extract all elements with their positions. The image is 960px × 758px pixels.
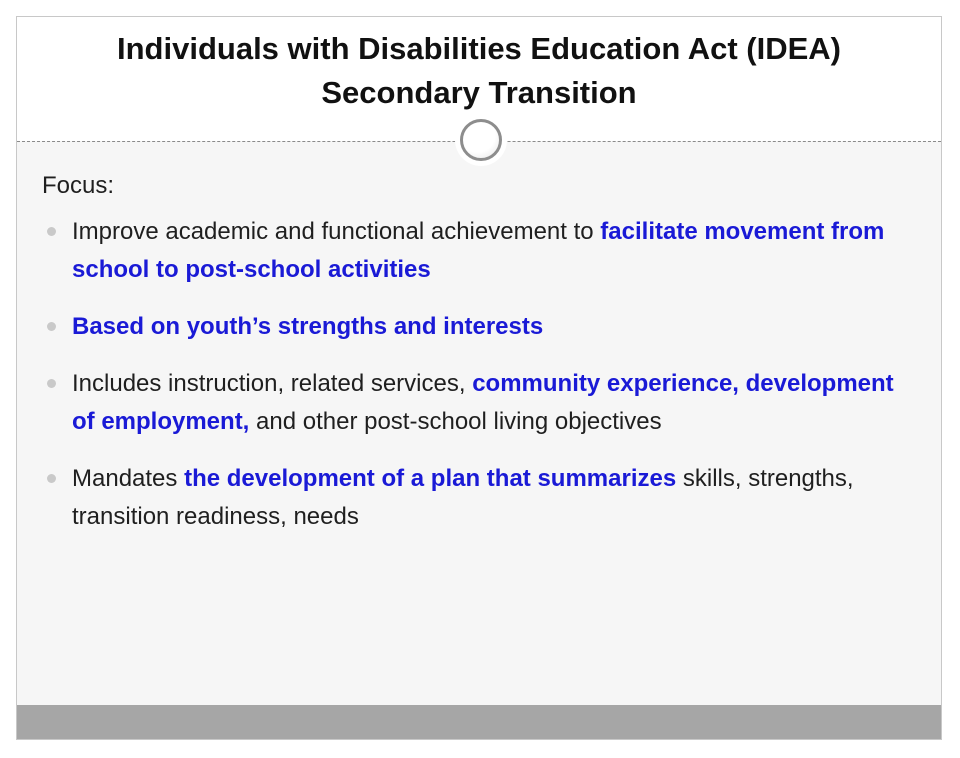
bullet-item bbox=[42, 308, 911, 346]
bullet-dot-icon bbox=[47, 227, 56, 236]
bullet-highlight: community experience, development of employment, bbox=[72, 370, 894, 435]
bullet-item bbox=[42, 213, 911, 289]
bullet-highlight: facilitate movement from school to post-school activities bbox=[72, 218, 885, 283]
ring-icon bbox=[460, 119, 502, 161]
circle-ornament-icon bbox=[455, 114, 507, 166]
slide-content bbox=[42, 171, 911, 555]
slide bbox=[16, 16, 942, 740]
bullet-text: Includes instruction, related services, bbox=[72, 370, 473, 397]
bullet-text: Improve academic and functional achievement to bbox=[72, 218, 601, 245]
slide-title bbox=[17, 27, 941, 115]
footer-bar bbox=[17, 705, 941, 739]
bullet-highlight: the development of a plan that summarizes bbox=[184, 465, 677, 492]
bullet-item bbox=[42, 460, 911, 536]
bullet-dot-icon bbox=[47, 379, 56, 388]
bullet-text: and other post-school living objectives bbox=[249, 408, 662, 435]
bullet-highlight: Based on youth’s strengths and interests bbox=[72, 313, 544, 340]
bullet-list bbox=[42, 213, 911, 536]
title-line-2: Secondary Transition bbox=[321, 75, 637, 110]
bullet-text: skills, strengths, transition readiness, needs bbox=[72, 465, 854, 530]
bullet-dot-icon bbox=[47, 474, 56, 483]
bullet-text: Mandates bbox=[72, 465, 185, 492]
bullet-dot-icon bbox=[47, 322, 56, 331]
title-line-1: Individuals with Disabilities Education Act (IDEA) bbox=[117, 31, 841, 66]
bullet-item bbox=[42, 365, 911, 441]
focus-label: Focus: bbox=[42, 172, 115, 199]
